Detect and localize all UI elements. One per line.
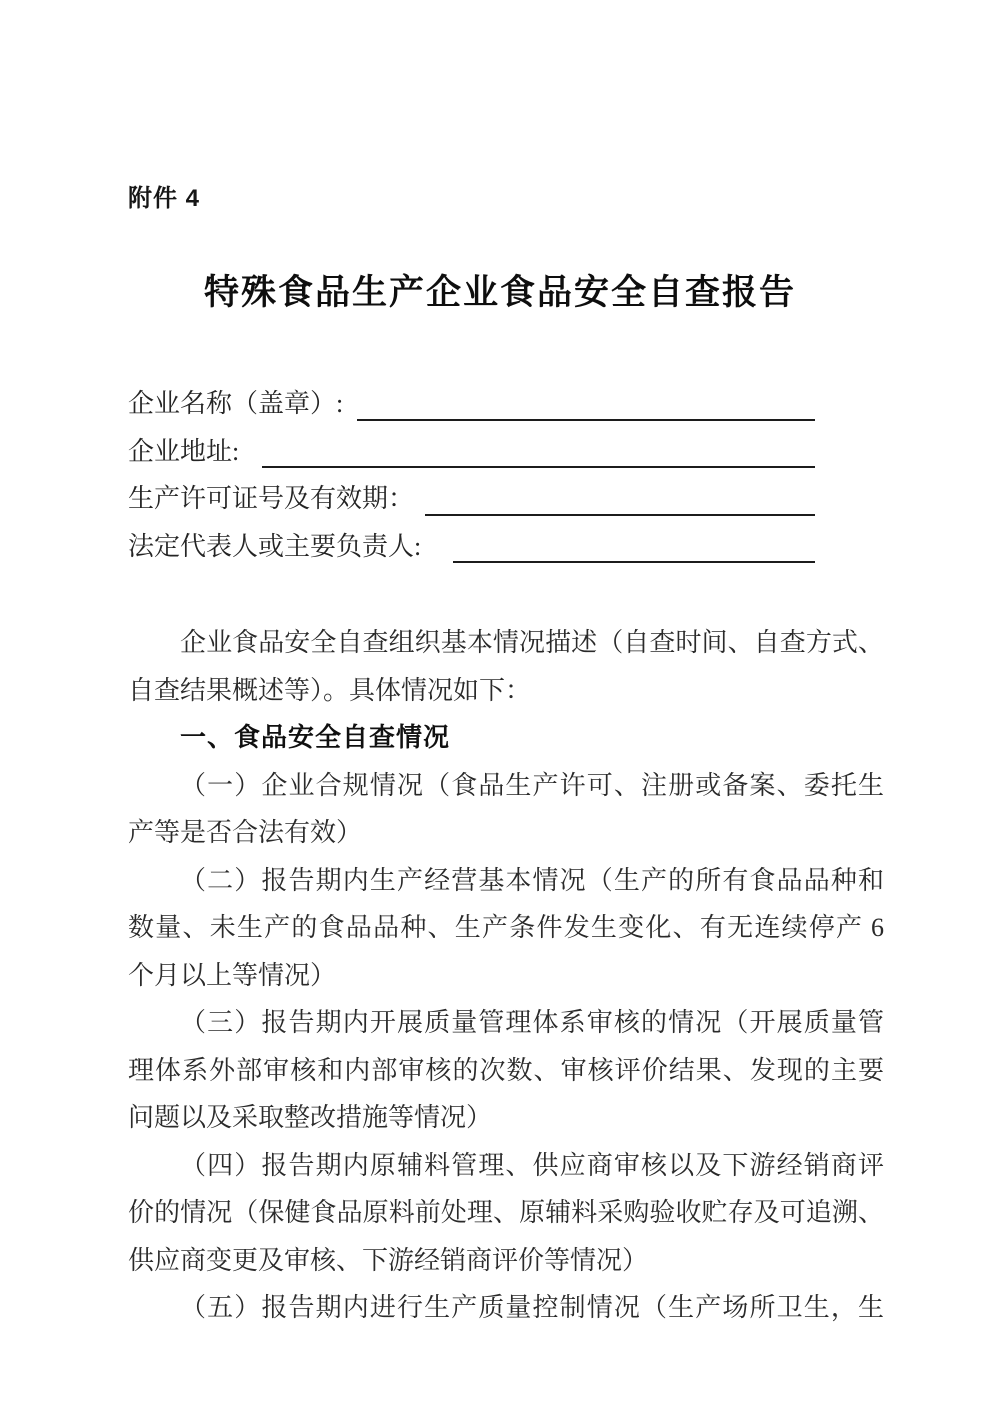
body-line: （五）报告期内进行生产质量控制情况（生产场所卫生，生 — [180, 1293, 884, 1322]
body-line: 个月以上等情况） — [128, 960, 337, 990]
form-row-license-number — [128, 475, 815, 523]
body-line: 产等是否合法有效） — [128, 818, 363, 847]
legal-representative-blank-line — [453, 561, 815, 563]
form-row-company-name — [128, 380, 815, 428]
company-address-blank-line — [262, 466, 815, 468]
company-address-label: 企业地址: — [128, 436, 240, 466]
body-line: 理体系外部审核和内部审核的次数、审核评价结果、发现的主要 — [128, 1055, 884, 1085]
legal-representative-label: 法定代表人或主要负责人: — [128, 531, 422, 561]
section-heading: 一、食品安全自查情况 — [180, 722, 451, 752]
header-form — [128, 380, 815, 570]
company-name-blank-line — [357, 419, 815, 421]
body-line: （三）报告期内开展质量管理体系审核的情况（开展质量管 — [180, 1008, 884, 1037]
body-line: 供应商变更及审核、下游经销商评价等情况） — [128, 1245, 649, 1275]
body-line: 数量、未生产的食品品种、生产条件发生变化、有无连续停产 6 — [128, 913, 884, 942]
body-line: （一）企业合规情况（食品生产许可、注册或备案、委托生 — [180, 770, 884, 800]
form-row-legal-representative — [128, 523, 815, 571]
company-name-label: 企业名称（盖章）: — [128, 389, 344, 418]
document-body — [128, 619, 884, 1332]
body-line: 自查结果概述等）。具体情况如下： — [128, 675, 532, 705]
body-line: （二）报告期内生产经营基本情况（生产的所有食品品种和 — [180, 865, 884, 895]
license-number-blank-line — [425, 514, 815, 516]
body-line: 价的情况（保健食品原料前处理、原辅料采购验收贮存及可追溯、 — [128, 1198, 884, 1227]
license-number-label: 生产许可证号及有效期： — [128, 484, 415, 513]
body-line: 企业食品安全自查组织基本情况描述（自查时间、自查方式、 — [180, 628, 884, 657]
body-line: （四）报告期内原辅料管理、供应商审核以及下游经销商评 — [180, 1150, 884, 1180]
body-line: 问题以及采取整改措施等情况） — [128, 1103, 493, 1132]
document-title: 特殊食品生产企业食品安全自查报告 — [203, 273, 796, 312]
attachment-label: 附件 4 — [128, 185, 201, 212]
form-row-company-address — [128, 428, 815, 476]
